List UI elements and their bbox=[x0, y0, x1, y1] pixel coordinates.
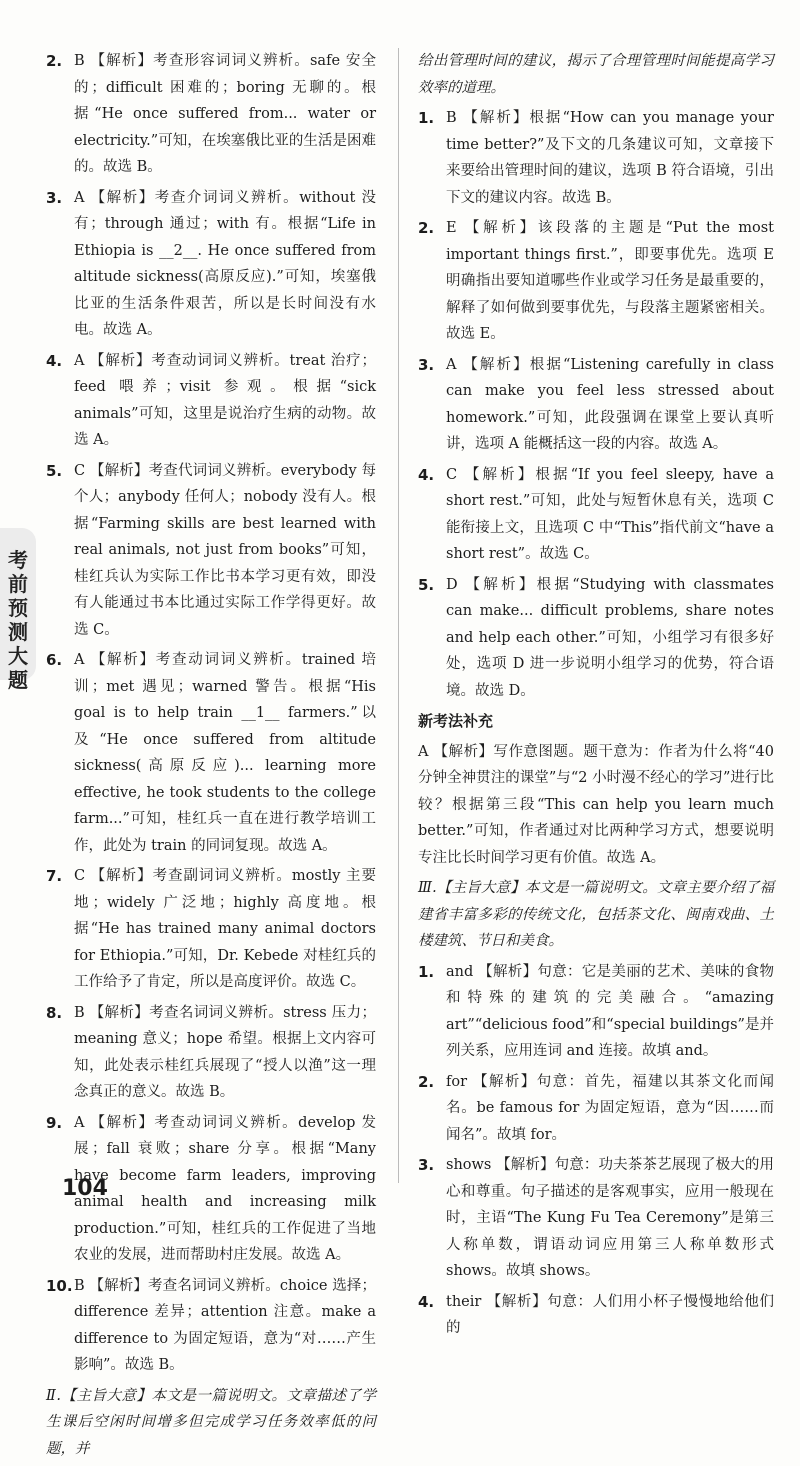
item-number: 5. bbox=[418, 575, 435, 594]
answer-item bbox=[418, 1152, 774, 1285]
right-column bbox=[418, 48, 774, 1346]
item-text: A 【解析】根据“Listening carefully in class can make you feel less stressed about homework.”可知，此段强调在课堂上要认真听讲，选项 A 能概括这一段的内容。故选 A。 bbox=[446, 356, 774, 452]
page-number: 104 bbox=[62, 1176, 108, 1201]
section-iii-summary: Ⅲ.【主旨大意】本文是一篇说明文。文章主要介绍了福建省丰富多彩的传统文化，包括茶文化、闽南戏曲、土楼建筑、节日和美食。 bbox=[418, 880, 774, 949]
item-text: C 【解析】考查副词词义辨析。mostly 主要地；widely 广泛地；highly 高度地。根据“He has trained many animal doctors for Ethiopia.”可知，Dr. Kebede 对桂红兵的工作给予了肯定，所以是高度评价。故选 C。 bbox=[74, 868, 376, 990]
answer-item bbox=[46, 863, 376, 996]
item-number: 2. bbox=[46, 52, 63, 70]
answer-item bbox=[418, 1069, 774, 1149]
answer-item bbox=[46, 647, 376, 859]
item-number: 4. bbox=[46, 351, 63, 370]
answer-item bbox=[46, 458, 376, 644]
item-number: 1. bbox=[418, 962, 435, 981]
answer-item bbox=[418, 959, 774, 1065]
item-text: D 【解析】根据“Studying with classmates can make... difficult problems, share notes and help each other.”可知，小组学习有很多好处，选项 D 进一步说明小组学习的优势，符合语境。故选 D。 bbox=[446, 576, 774, 699]
item-text: B 【解析】根据“How can you manage your time better?”及下文的几条建议可知，文章接下来要给出管理时间的建议，选项 B 符合语境，引出下文的建议内容。故选 B。 bbox=[446, 110, 774, 206]
item-text: E 【解析】该段落的主题是“Put the most important things first.”，即要事优先。选项 E 明确指出要知道哪些作业或学习任务是最重要的，解释了如何做到要事优先，与段落主题紧密相关。故选 E。 bbox=[446, 220, 774, 342]
column-divider bbox=[398, 48, 399, 1183]
new-method-text: A 【解析】写作意图题。题干意为：作者为什么将“40 分钟全神贯注的课堂”与“2 小时漫不经心的学习”进行比较？根据第三段“This can help you learn much better.”可知，作者通过对比两种学习方式，想要说明专注比长时间学习更有价值。故选 A。 bbox=[418, 743, 774, 866]
answer-item bbox=[418, 572, 774, 705]
item-number: 7. bbox=[46, 867, 63, 885]
item-text: A 【解析】考查介词词义辨析。without 没有；through 通过；with 有。根据“Life in Ethiopia is __2__. He once suffered from altitude sickness(高原反应).”可知，埃塞俄比亚的生活条件艰苦，所以是长时间没有水电。故选 A。 bbox=[74, 189, 376, 338]
item-number: 9. bbox=[46, 1113, 63, 1132]
item-number: 10. bbox=[46, 1276, 73, 1295]
item-number: 6. bbox=[46, 651, 63, 669]
answer-item bbox=[46, 1000, 376, 1106]
answer-item bbox=[418, 352, 774, 458]
item-number: 3. bbox=[418, 1156, 435, 1174]
answer-item bbox=[46, 48, 376, 181]
answer-item bbox=[418, 1289, 774, 1342]
item-number: 5. bbox=[46, 461, 63, 480]
item-text: and 【解析】句意：它是美丽的艺术、美味的食物和特殊的建筑的完美融合。“amazing art”“delicious food”和“special buildings”是并列关系，应用连词 and 连接。故填 and。 bbox=[446, 963, 774, 1059]
item-text: shows 【解析】句意：功夫茶茶艺展现了极大的用心和尊重。句子描述的是客观事实，应用一般现在时，主语“The Kung Fu Tea Ceremony”是第三人称单数，谓语动词应用第三人称单数形式 shows。故填 shows。 bbox=[446, 1157, 774, 1279]
item-number: 3. bbox=[418, 355, 435, 374]
item-number: 1. bbox=[418, 109, 435, 127]
item-number: 3. bbox=[46, 188, 63, 207]
side-tab-label: 考前预测大题 bbox=[8, 548, 28, 692]
section-ii-summary: Ⅱ.【主旨大意】本文是一篇说明文。文章描述了学生课后空闲时间增多但完成学习任务效率低的问题，并 bbox=[46, 1387, 376, 1457]
item-number: 4. bbox=[418, 1292, 435, 1311]
answer-item bbox=[418, 462, 774, 568]
item-text: B 【解析】考查名词词义辨析。stress 压力；meaning 意义；hope 希望。根据上文内容可知，此处表示桂红兵展现了“授人以渔”这一理念真正的意义。故选 B。 bbox=[74, 1004, 376, 1100]
answer-item bbox=[46, 185, 376, 344]
answer-item bbox=[46, 348, 376, 454]
item-text: A 【解析】考查动词词义辨析。treat 治疗；feed 喂养；visit 参观。根据“sick animals”可知，这里是说治疗生病的动物。故选 A。 bbox=[74, 352, 376, 448]
item-number: 8. bbox=[46, 1003, 63, 1022]
item-text: A 【解析】考查动词词义辨析。trained 培训；met 遇见；warned 警告。根据“His goal is to help train __1__ farmers.”以及“He once suffered from altitude sickness(高原反应)... learning more effective, he took students to the college farm...”可知，桂红兵一直在进行教学培训工作，此处为 train 的同词复现。故选 A。 bbox=[74, 652, 376, 854]
answer-item bbox=[418, 215, 774, 348]
answer-item bbox=[46, 1273, 376, 1379]
item-text: C 【解析】根据“If you feel sleepy, have a short rest.”可知，此处与短暂休息有关，选项 C 能衔接上文，且选项 C 中“This”指代前文“have a short rest”。故选 C。 bbox=[446, 466, 774, 562]
side-tab bbox=[0, 528, 36, 692]
item-text: C 【解析】考查代词词义辨析。everybody 每个人；anybody 任何人；nobody 没有人。根据“Farming skills are best learned with real animals, not just from books”可知，桂红兵认为实际工作比书本学习更有效，即没有人能通过书本比通过实际工作学得更好。故选 C。 bbox=[74, 462, 376, 638]
section-ii-summary-cont: 给出管理时间的建议，揭示了合理管理时间能提高学习效率的道理。 bbox=[418, 53, 774, 96]
item-text: B 【解析】考查形容词词义辨析。safe 安全的；difficult 困难的；boring 无聊的。根据“He once suffered from... water or electricity.”可知，在埃塞俄比亚的生活是困难的。故选 B。 bbox=[74, 53, 376, 175]
item-text: B 【解析】考查名词词义辨析。choice 选择；difference 差异；attention 注意。make a difference to 为固定短语，意为“对……产生影响”。故选 B。 bbox=[74, 1277, 376, 1373]
item-text: their 【解析】句意：人们用小杯子慢慢地给他们的 bbox=[446, 1293, 774, 1336]
answer-item bbox=[418, 105, 774, 211]
item-number: 2. bbox=[418, 1072, 435, 1091]
item-number: 2. bbox=[418, 219, 435, 237]
item-text: A 【解析】考查动词词义辨析。develop 发展；fall 衰败；share 分享。根据“Many have become farm leaders, improving animal health and increasing milk production.”可知，桂红兵的工作促进了当地农业的发展，进而帮助村庄发展。故选 A。 bbox=[74, 1114, 376, 1263]
item-text: for 【解析】句意：首先，福建以其茶文化而闻名。be famous for 为固定短语，意为“因……而闻名”。故填 for。 bbox=[446, 1073, 774, 1143]
new-method-heading: 新考法补充 bbox=[418, 712, 494, 730]
left-column bbox=[46, 48, 376, 1466]
item-number: 4. bbox=[418, 465, 435, 484]
